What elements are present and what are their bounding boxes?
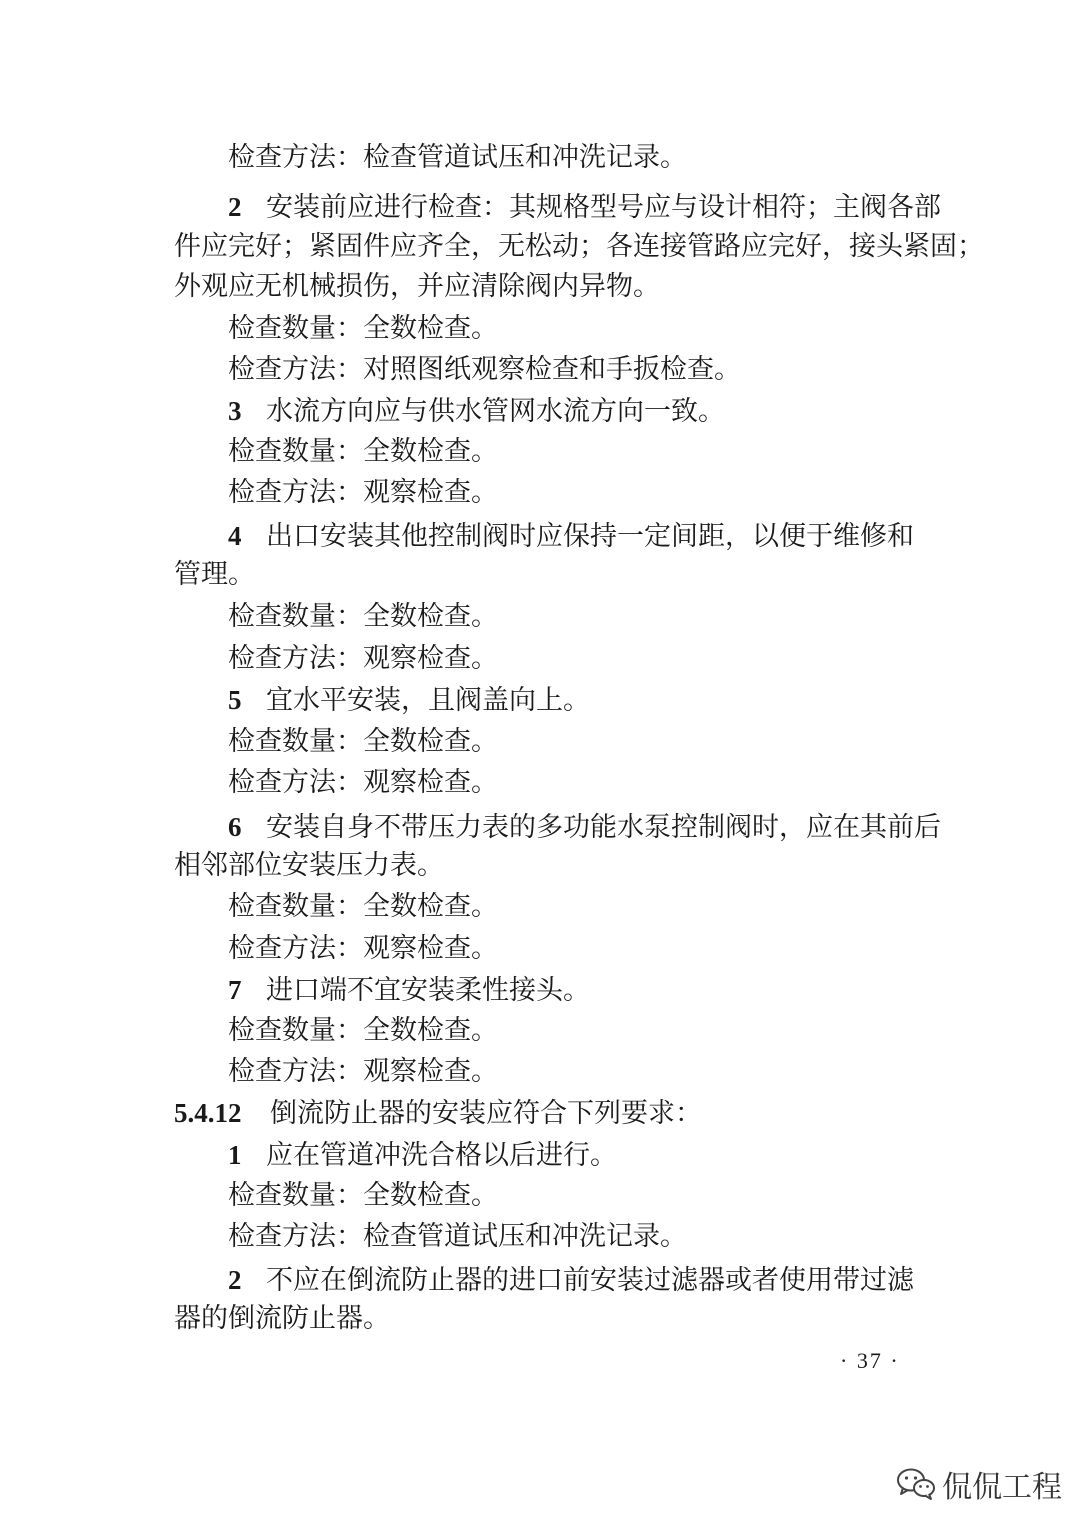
list-item: 1 应在管道冲洗合格以后进行。 <box>228 1140 617 1171</box>
item-number: 3 <box>228 396 242 426</box>
text-line: 检查数量：全数检查。 <box>228 1015 498 1046</box>
text-line: 检查方法：观察检查。 <box>228 1056 498 1087</box>
text-line: 检查方法：观察检查。 <box>228 643 498 674</box>
text-line: 检查数量：全数检查。 <box>228 313 498 344</box>
text-line: 检查数量：全数检查。 <box>228 726 498 757</box>
list-item: 6 安装自身不带压力表的多功能水泵控制阀时，应在其前后 <box>228 812 941 843</box>
text-line: 检查数量：全数检查。 <box>228 891 498 922</box>
text-line: 检查数量：全数检查。 <box>228 1180 498 1211</box>
text-line: 检查方法：观察检查。 <box>228 477 498 508</box>
item-number: 5 <box>228 685 242 715</box>
list-item: 3 水流方向应与供水管网水流方向一致。 <box>228 396 725 427</box>
text-line: 检查方法：观察检查。 <box>228 933 498 964</box>
list-item: 2 不应在倒流防止器的进口前安装过滤器或者使用带过滤 <box>228 1265 914 1296</box>
text-line: 检查方法：检查管道试压和冲洗记录。 <box>228 1221 687 1252</box>
item-number: 1 <box>228 1140 242 1170</box>
watermark-text: 侃侃工程 <box>942 1470 1062 1505</box>
list-item: 5 宜水平安装，且阀盖向上。 <box>228 685 590 716</box>
section-heading: 5.4.12 倒流防止器的安装应符合下列要求： <box>174 1098 702 1129</box>
text-line: 检查方法：对照图纸观察检查和手扳检查。 <box>228 354 741 385</box>
text-line: 检查方法：检查管道试压和冲洗记录。 <box>228 142 687 173</box>
watermark <box>896 1462 1062 1506</box>
item-number: 4 <box>228 521 242 551</box>
text-line: 相邻部位安装压力表。 <box>174 850 444 881</box>
page-number: · 37 · <box>840 1348 900 1373</box>
section-number: 5.4.12 <box>174 1098 242 1128</box>
list-item: 7 进口端不宜安装柔性接头。 <box>228 975 590 1006</box>
item-number: 6 <box>228 812 242 842</box>
item-number: 2 <box>228 192 242 222</box>
text-line: 检查方法：观察检查。 <box>228 767 498 798</box>
wechat-icon <box>896 1467 936 1501</box>
text-line: 管理。 <box>174 559 255 590</box>
text-line: 外观应无机械损伤，并应清除阀内异物。 <box>174 271 660 302</box>
text-line: 件应完好；紧固件应齐全，无松动；各连接管路应完好，接头紧固； <box>174 231 984 262</box>
text-line: 器的倒流防止器。 <box>174 1303 390 1334</box>
item-number: 7 <box>228 975 242 1005</box>
item-number: 2 <box>228 1265 242 1295</box>
text-line: 检查数量：全数检查。 <box>228 601 498 632</box>
list-item: 2 安装前应进行检查：其规格型号应与设计相符；主阀各部 <box>228 192 941 223</box>
list-item: 4 出口安装其他控制阀时应保持一定间距，以便于维修和 <box>228 521 914 552</box>
text-line: 检查数量：全数检查。 <box>228 436 498 467</box>
